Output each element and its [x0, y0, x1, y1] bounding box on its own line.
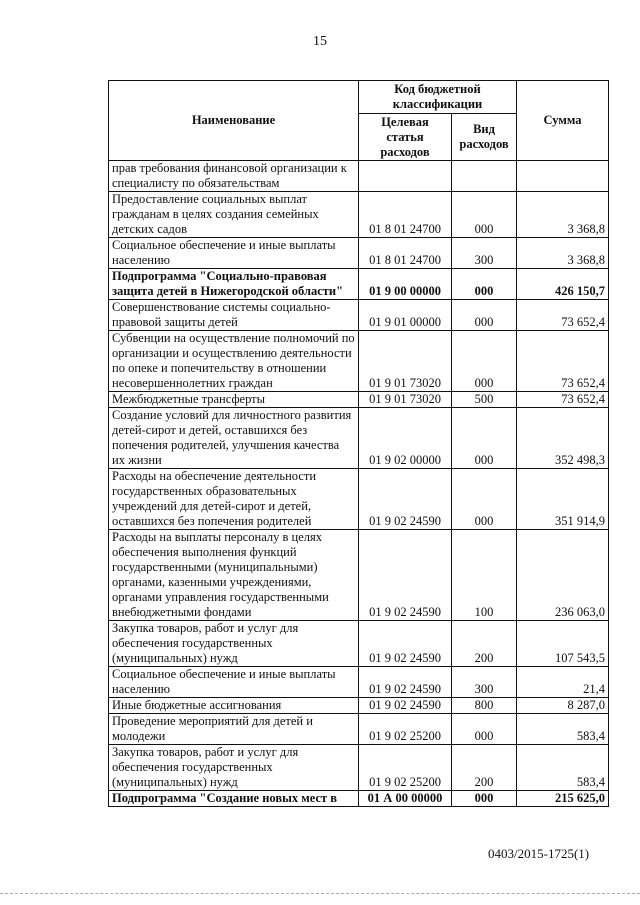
- row-target-article: 01 9 01 00000: [359, 300, 452, 331]
- table-row: [109, 667, 609, 698]
- table-row: [109, 530, 609, 621]
- row-sum: 21,4: [517, 667, 609, 698]
- table-row: [109, 192, 609, 238]
- row-target-article: 01 9 01 73020: [359, 331, 452, 392]
- page-bottom-edge: [0, 893, 640, 894]
- row-expense-kind: 000: [452, 791, 517, 807]
- table-row: [109, 698, 609, 714]
- row-target-article: 01 8 01 24700: [359, 192, 452, 238]
- table-body: [109, 161, 609, 807]
- row-expense-kind: 800: [452, 698, 517, 714]
- row-sum: 583,4: [517, 745, 609, 791]
- row-sum: 73 652,4: [517, 300, 609, 331]
- row-name: Проведение мероприятий для детей и молодежи: [109, 714, 359, 745]
- row-target-article: 01 9 02 25200: [359, 745, 452, 791]
- row-name: Закупка товаров, работ и услуг для обеспечения государственных (муниципальных) нужд: [109, 621, 359, 667]
- row-name: Расходы на обеспечение деятельности государственных образовательных учреждений для детей-сирот и детей, оставшихся без попечения родителей: [109, 469, 359, 530]
- row-sum: 3 368,8: [517, 192, 609, 238]
- row-target-article: 01 9 01 73020: [359, 392, 452, 408]
- row-expense-kind: 000: [452, 408, 517, 469]
- row-sum: 236 063,0: [517, 530, 609, 621]
- header-classification: Код бюджетной классификации: [359, 81, 517, 114]
- table-row: [109, 238, 609, 269]
- table-row: [109, 161, 609, 192]
- row-sum: 107 543,5: [517, 621, 609, 667]
- table-row: [109, 392, 609, 408]
- row-expense-kind: 300: [452, 667, 517, 698]
- table-row: [109, 714, 609, 745]
- header-name: Наименование: [109, 81, 359, 161]
- table-row: [109, 300, 609, 331]
- row-expense-kind: 100: [452, 530, 517, 621]
- row-name: Иные бюджетные ассигнования: [109, 698, 359, 714]
- page-number: 15: [313, 34, 327, 49]
- row-target-article: 01 9 00 00000: [359, 269, 452, 300]
- row-expense-kind: 000: [452, 714, 517, 745]
- row-name: Подпрограмма "Создание новых мест в: [109, 791, 359, 807]
- row-sum: 583,4: [517, 714, 609, 745]
- row-name: Закупка товаров, работ и услуг для обеспечения государственных (муниципальных) нужд: [109, 745, 359, 791]
- row-name: Совершенствование системы социально-правовой защиты детей: [109, 300, 359, 331]
- row-sum: 215 625,0: [517, 791, 609, 807]
- row-sum: 426 150,7: [517, 269, 609, 300]
- row-name: Подпрограмма "Социально-правовая защита детей в Нижегородской области": [109, 269, 359, 300]
- budget-table: [108, 80, 609, 807]
- row-target-article: 01 А 00 00000: [359, 791, 452, 807]
- row-sum: 73 652,4: [517, 331, 609, 392]
- document-number: 0403/2015-1725(1): [488, 846, 590, 861]
- table-header: [109, 81, 609, 161]
- row-target-article: 01 9 02 24590: [359, 698, 452, 714]
- row-name: Социальное обеспечение и иные выплаты населению: [109, 238, 359, 269]
- row-target-article: 01 9 02 24590: [359, 667, 452, 698]
- row-name: Расходы на выплаты персоналу в целях обеспечения выполнения функций государственными (муниципальными) органами, казенными учреждениями, органами управления государственными внебюджетными фондами: [109, 530, 359, 621]
- row-name: Предоставление социальных выплат гражданам в целях создания семейных детских садов: [109, 192, 359, 238]
- row-name: прав требования финансовой организации к специалисту по обязательствам: [109, 161, 359, 192]
- row-name: Социальное обеспечение и иные выплаты населению: [109, 667, 359, 698]
- row-target-article: 01 9 02 25200: [359, 714, 452, 745]
- row-expense-kind: 000: [452, 331, 517, 392]
- row-sum: [517, 161, 609, 192]
- table-row: [109, 331, 609, 392]
- row-target-article: 01 9 02 00000: [359, 408, 452, 469]
- row-name: Субвенции на осуществление полномочий по организации и осуществлению деятельности по опеке и попечительству в отношении несовершеннолетних граждан: [109, 331, 359, 392]
- table-row: [109, 621, 609, 667]
- row-name: Создание условий для личностного развития детей-сирот и детей, оставшихся без попечения родителей, улучшения качества их жизни: [109, 408, 359, 469]
- header-sum: Сумма: [517, 81, 609, 161]
- row-sum: 352 498,3: [517, 408, 609, 469]
- row-expense-kind: 000: [452, 469, 517, 530]
- header-expense-kind: Вид расходов: [452, 114, 517, 161]
- table-row: [109, 408, 609, 469]
- row-sum: 351 914,9: [517, 469, 609, 530]
- row-sum: 3 368,8: [517, 238, 609, 269]
- row-target-article: 01 9 02 24590: [359, 469, 452, 530]
- row-expense-kind: 500: [452, 392, 517, 408]
- row-expense-kind: [452, 161, 517, 192]
- row-expense-kind: 200: [452, 745, 517, 791]
- row-sum: 8 287,0: [517, 698, 609, 714]
- row-expense-kind: 000: [452, 192, 517, 238]
- row-target-article: 01 9 02 24590: [359, 621, 452, 667]
- table-row: [109, 269, 609, 300]
- table-row: [109, 745, 609, 791]
- header-target-article: Целевая статья расходов: [359, 114, 452, 161]
- row-target-article: [359, 161, 452, 192]
- row-target-article: 01 8 01 24700: [359, 238, 452, 269]
- row-sum: 73 652,4: [517, 392, 609, 408]
- row-expense-kind: 200: [452, 621, 517, 667]
- table-row: [109, 791, 609, 807]
- row-expense-kind: 000: [452, 269, 517, 300]
- row-expense-kind: 300: [452, 238, 517, 269]
- row-expense-kind: 000: [452, 300, 517, 331]
- row-name: Межбюджетные трансферты: [109, 392, 359, 408]
- table-row: [109, 469, 609, 530]
- row-target-article: 01 9 02 24590: [359, 530, 452, 621]
